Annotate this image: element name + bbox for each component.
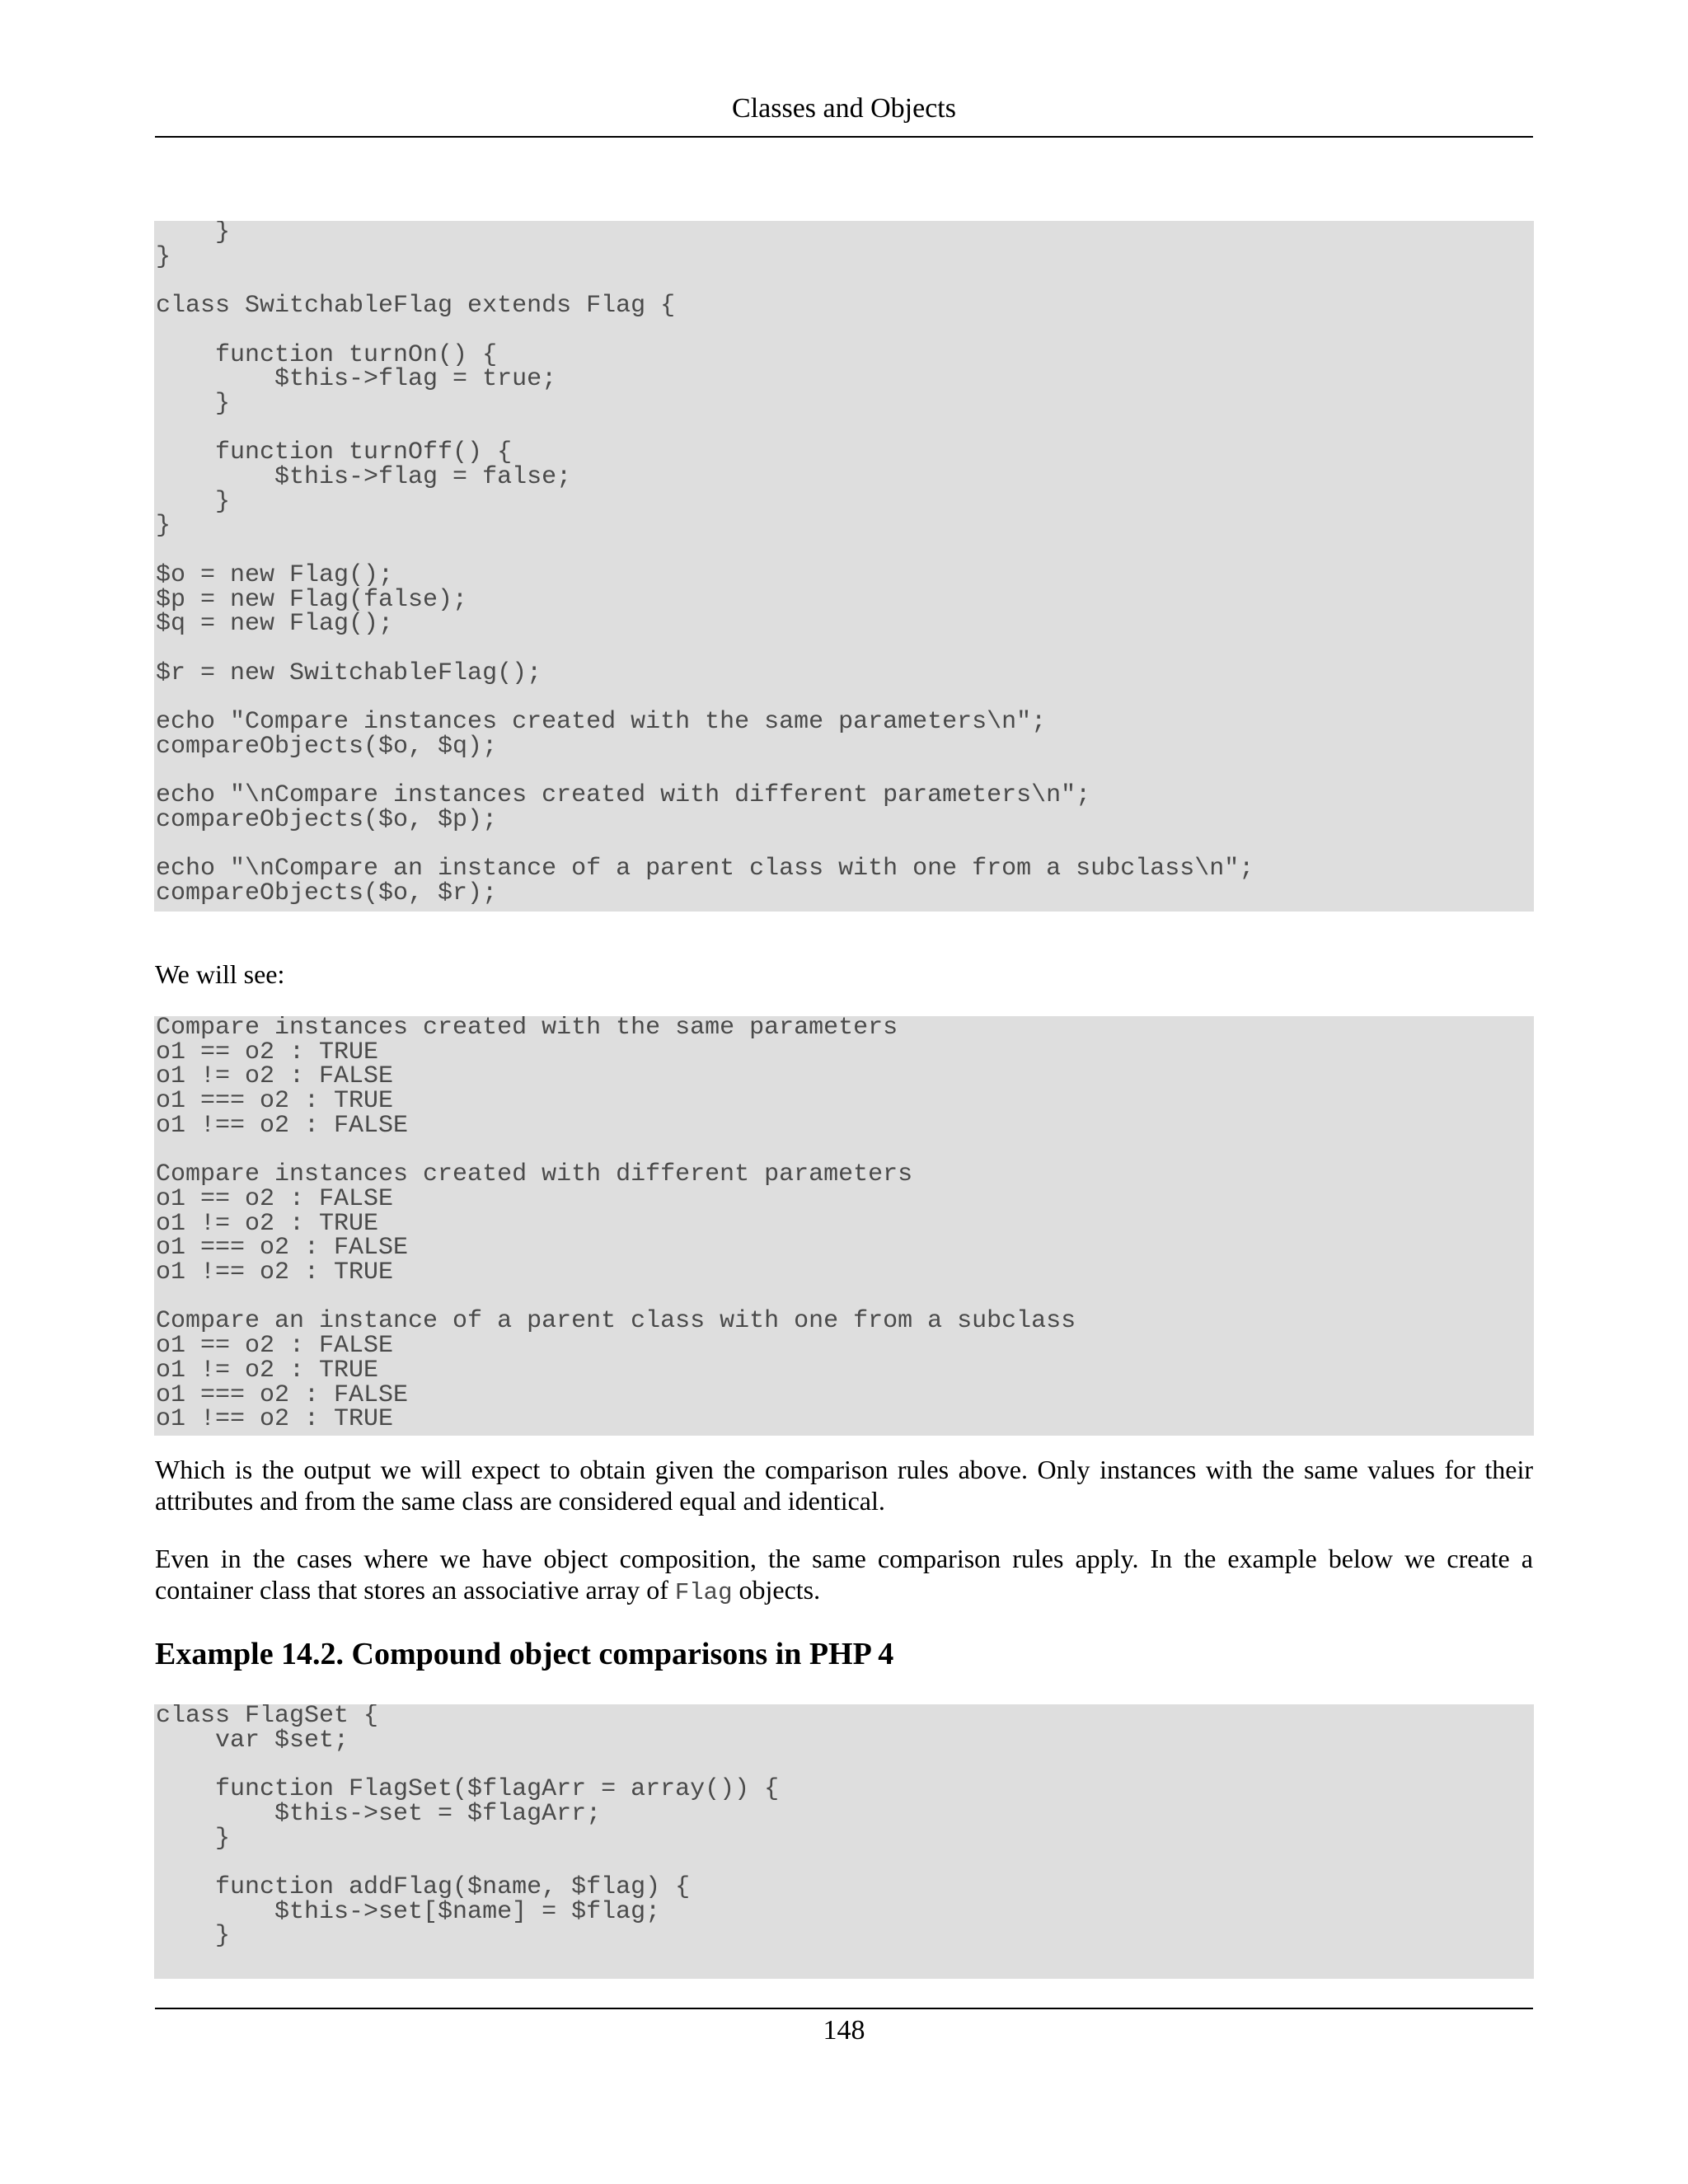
paragraph-text-after: objects. bbox=[732, 1575, 821, 1605]
header-rule bbox=[155, 136, 1533, 138]
paragraph-object-composition bbox=[155, 1543, 1533, 1609]
page-number: 148 bbox=[823, 2015, 865, 2046]
inline-code-flag: Flag bbox=[674, 1579, 733, 1606]
running-header-title: Classes and Objects bbox=[732, 93, 956, 124]
paragraph-text-before: Even in the cases where we have object composition, the same comparison rules apply. In the example below we create a container class that stores an associative array of bbox=[155, 1544, 1533, 1605]
code-block-switchable-flag: } } class SwitchableFlag extends Flag { function turnOn() { $this->flag = true; } function turnOff() { $this->flag = false; } } $o = new Flag(); $p = new Flag(false); $q = new Flag(); $r = new SwitchableFlag(); echo "Compare instances created with the same parameters\n"; compareObjects($o, $q); echo "\nCompare instances created with different parameters\n"; compareObjects($o, $p); echo "\nCompare an instance of a parent class with one from a subclass\n"; compareObjects($o, $r); bbox=[154, 221, 1534, 912]
paragraph-we-will-see: We will see: bbox=[155, 959, 285, 989]
footer-rule bbox=[155, 2008, 1533, 2009]
example-title: Example 14.2. Compound object comparisons in PHP 4 bbox=[155, 1637, 894, 1671]
paragraph-expected-output: Which is the output we will expect to obtain given the comparison rules above. Only instances with the same values for their attributes and from the same class are considered equal and identical. bbox=[155, 1455, 1533, 1516]
code-block-output: Compare instances created with the same parameters o1 == o2 : TRUE o1 != o2 : FALSE o1 === o2 : TRUE o1 !== o2 : FALSE Compare instances created with different parameters o1 == o2 : FALSE o1 != o2 : TRUE o1 === o2 : FALSE o1 !== o2 : TRUE Compare an instance of a parent class with one from a subclass o1 == o2 : FALSE o1 != o2 : TRUE o1 === o2 : FALSE o1 !== o2 : TRUE bbox=[154, 1016, 1534, 1436]
code-block-flagset: class FlagSet { var $set; function FlagSet($flagArr = array()) { $this->set = $flagArr; } function addFlag($name, $flag) { $this->set[$name] = $flag; } bbox=[154, 1704, 1534, 1979]
